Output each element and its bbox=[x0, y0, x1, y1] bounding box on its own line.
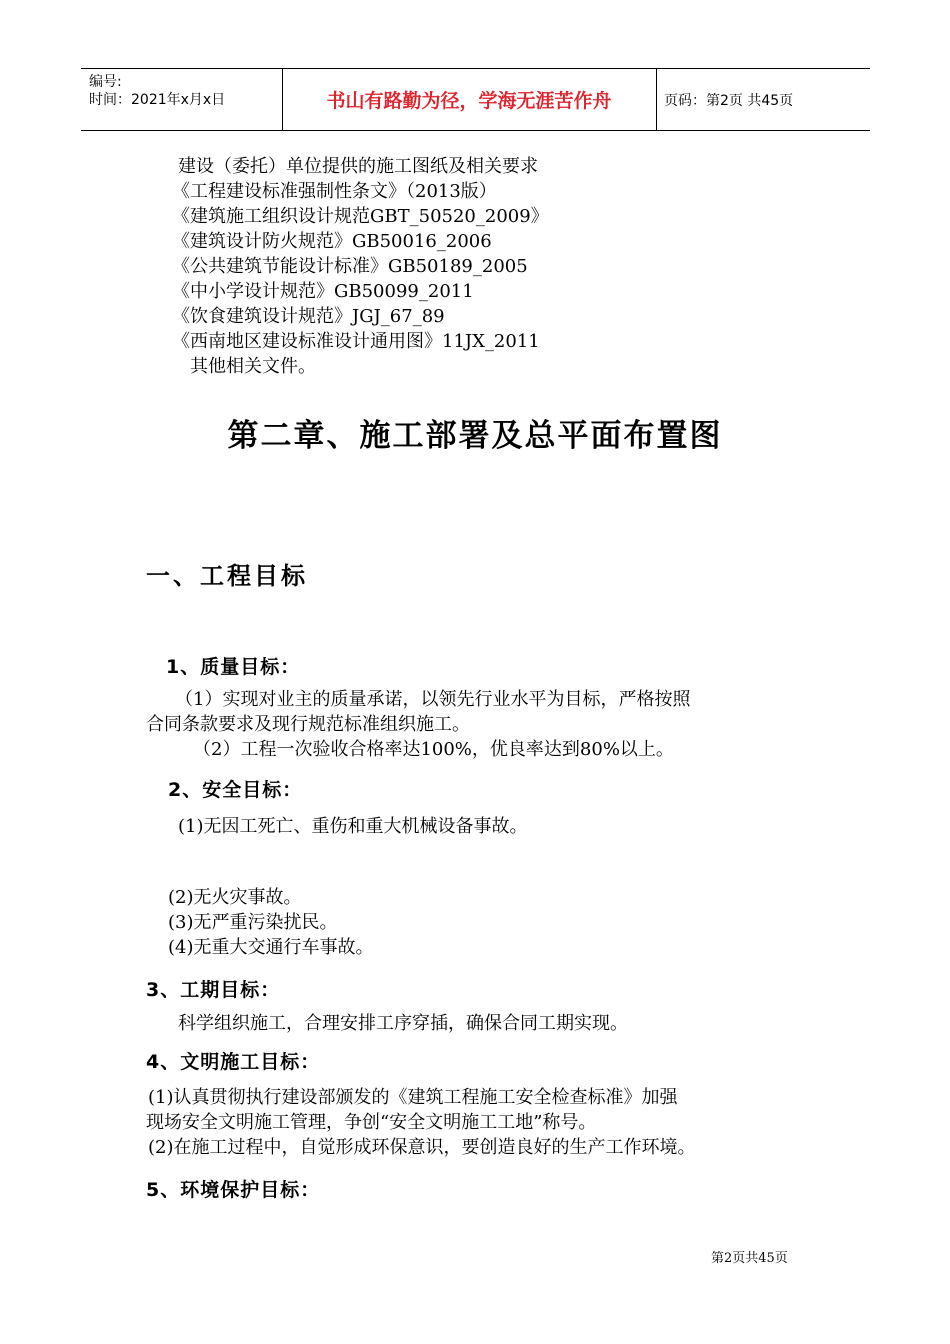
schedule-heading: 3、工期目标： bbox=[146, 979, 281, 1001]
document-time: 时间：2021年x月x日 bbox=[89, 92, 226, 108]
safety-item: (1)无因工死亡、重伤和重大机械设备事故。 bbox=[178, 816, 528, 837]
page-header bbox=[81, 68, 870, 131]
document-number-label: 编号: bbox=[89, 74, 122, 90]
quality-paragraph-2: （2）工程一次验收合格率达100%，优良率达到80%以上。 bbox=[193, 739, 674, 760]
reference-item: 《建筑施工组织设计规范GBT_50520_2009》 bbox=[172, 206, 549, 227]
quality-heading: 1、质量目标： bbox=[166, 656, 301, 678]
civilized-paragraph-1-line-2: 现场安全文明施工管理，争创“安全文明施工工地”称号。 bbox=[146, 1112, 597, 1133]
reference-item: 《西南地区建设标准设计通用图》11JX_2011 bbox=[172, 331, 540, 352]
reference-item: 建设（委托）单位提供的施工图纸及相关要求 bbox=[178, 156, 538, 177]
civilized-paragraph-1-line-1: (1)认真贯彻执行建设部颁发的《建筑工程施工安全检查标准》加强 bbox=[148, 1087, 678, 1108]
civilized-heading: 4、文明施工目标： bbox=[146, 1051, 321, 1073]
safety-item: (3)无严重污染扰民。 bbox=[168, 912, 338, 933]
safety-item: (2)无火灾事故。 bbox=[168, 887, 302, 908]
header-divider bbox=[656, 69, 657, 130]
header-motto: 书山有路勤为径，学海无涯苦作舟 bbox=[326, 90, 612, 112]
chapter-title: 第二章、施工部署及总平面布置图 bbox=[227, 418, 723, 454]
quality-paragraph-1-line-2: 合同条款要求及现行规范标准组织施工。 bbox=[146, 714, 470, 735]
header-info bbox=[89, 73, 225, 109]
environment-heading: 5、环境保护目标： bbox=[146, 1179, 321, 1201]
reference-item: 《中小学设计规范》GB50099_2011 bbox=[172, 281, 474, 302]
schedule-text: 科学组织施工，合理安排工序穿插，确保合同工期实现。 bbox=[178, 1013, 628, 1034]
civilized-paragraph-2: (2)在施工过程中，自觉形成环保意识，要创造良好的生产工作环境。 bbox=[148, 1137, 696, 1158]
safety-heading: 2、安全目标： bbox=[168, 779, 303, 801]
reference-item: 《公共建筑节能设计标准》GB50189_2005 bbox=[172, 256, 528, 277]
safety-item: (4)无重大交通行车事故。 bbox=[168, 937, 374, 958]
reference-item: 《饮食建筑设计规范》JGJ_67_89 bbox=[172, 306, 445, 327]
reference-item: 《建筑设计防火规范》GB50016_2006 bbox=[172, 231, 492, 252]
quality-paragraph-1-line-1: （1）实现对业主的质量承诺，以领先行业水平为目标，严格按照 bbox=[175, 689, 691, 710]
reference-item: 《工程建设标准强制性条文》（2013版） bbox=[172, 181, 497, 202]
section-title: 一、工程目标 bbox=[146, 562, 308, 590]
reference-item: 其他相关文件。 bbox=[190, 356, 316, 377]
page-footer: 第2页共45页 bbox=[711, 1251, 788, 1266]
header-page-info: 页码：第2页 共45页 bbox=[664, 92, 794, 109]
